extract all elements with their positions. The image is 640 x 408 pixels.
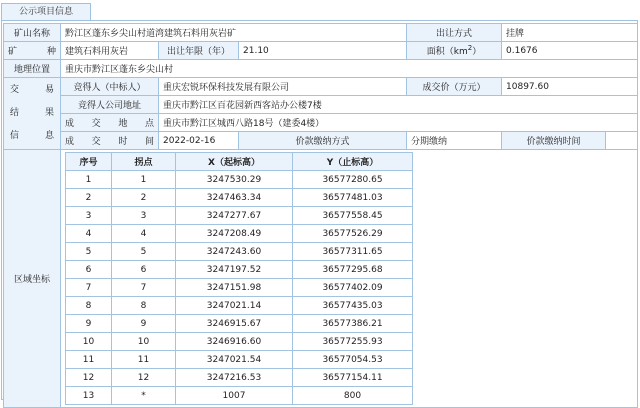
place-label-char: 地 — [118, 119, 128, 129]
coordinate-row — [66, 261, 413, 279]
payment-time-value — [606, 132, 638, 149]
coordinate-row — [66, 387, 413, 405]
seq-cell: 10 — [66, 333, 112, 351]
winner-value: 重庆宏锐环保科技发展有限公司 — [159, 78, 407, 96]
y-cell: 36577386.21 — [293, 315, 413, 333]
row-mine-name — [4, 24, 638, 42]
mineral-value: 建筑石料用灰岩 — [61, 42, 159, 60]
point-cell: 4 — [112, 225, 176, 243]
row-mineral — [4, 42, 638, 60]
time-value: 2022-02-16 — [159, 132, 239, 150]
x-cell: 1007 — [176, 387, 293, 405]
col-header-point: 拐点 — [112, 153, 176, 171]
x-cell: 3247208.49 — [176, 225, 293, 243]
place-label-char: 成 — [65, 119, 75, 129]
y-cell: 36577481.03 — [293, 189, 413, 207]
payment-time-label: 价款缴纳时间 — [502, 132, 606, 149]
point-cell: 11 — [112, 351, 176, 369]
seq-cell: 6 — [66, 261, 112, 279]
point-cell: 3 — [112, 207, 176, 225]
coordinate-row — [66, 333, 413, 351]
y-cell: 36577255.93 — [293, 333, 413, 351]
time-label-char: 成 — [65, 137, 75, 147]
x-cell: 3247216.53 — [176, 369, 293, 387]
seq-cell: 5 — [66, 243, 112, 261]
mineral-label — [4, 42, 61, 60]
place-label-char: 交 — [91, 119, 101, 129]
seq-cell: 12 — [66, 369, 112, 387]
x-cell: 3246915.67 — [176, 315, 293, 333]
coordinate-row — [66, 171, 413, 189]
coordinate-table — [65, 152, 413, 405]
y-cell: 36577558.45 — [293, 207, 413, 225]
place-label — [61, 114, 159, 132]
seq-cell: 8 — [66, 297, 112, 315]
deal-info-label — [4, 78, 61, 150]
x-cell: 3246916.60 — [176, 333, 293, 351]
mineral-label-char-2: 种 — [46, 47, 56, 57]
payment-time-cell — [502, 132, 638, 150]
winner-label: 竞得人（中标人） — [61, 78, 159, 96]
seq-cell: 11 — [66, 351, 112, 369]
time-label — [61, 132, 159, 150]
point-cell: 10 — [112, 333, 176, 351]
deal-label-char: 息 — [44, 131, 54, 142]
point-cell: * — [112, 387, 176, 405]
point-cell: 1 — [112, 171, 176, 189]
y-cell: 36577311.65 — [293, 243, 413, 261]
row-winner — [4, 78, 638, 96]
winner-address-value: 重庆市黔江区百花园新西客站办公楼7楼 — [159, 96, 638, 114]
place-value: 重庆市黔江区城西八路18号（建委4楼） — [159, 114, 638, 132]
area-label-text: 面积（km — [426, 47, 468, 57]
coordinate-row — [66, 189, 413, 207]
project-info-table — [3, 23, 638, 408]
seq-cell: 7 — [66, 279, 112, 297]
y-cell: 36577154.11 — [293, 369, 413, 387]
row-region — [4, 150, 638, 408]
area-value: 0.1676 — [502, 42, 638, 60]
x-cell: 3247530.29 — [176, 171, 293, 189]
transfer-method-value: 挂牌 — [502, 24, 638, 42]
y-cell: 36577526.29 — [293, 225, 413, 243]
area-unit-sup: 2 — [467, 44, 473, 52]
point-cell: 2 — [112, 189, 176, 207]
winner-address-label: 竞得人公司地址 — [61, 96, 159, 114]
point-cell: 6 — [112, 261, 176, 279]
mine-name-value: 黔江区蓬东乡尖山村道湾建筑石料用灰岩矿 — [61, 24, 407, 42]
point-cell: 8 — [112, 297, 176, 315]
y-cell: 36577054.53 — [293, 351, 413, 369]
x-cell: 3247463.34 — [176, 189, 293, 207]
col-header-y: Y（止标高） — [293, 153, 413, 171]
row-place — [4, 114, 638, 132]
y-cell: 36577295.68 — [293, 261, 413, 279]
col-header-x: X（起标高） — [176, 153, 293, 171]
x-cell: 3247243.60 — [176, 243, 293, 261]
y-cell: 36577402.09 — [293, 279, 413, 297]
term-label: 出让年限（年） — [159, 42, 239, 60]
deal-label-char: 结 — [10, 107, 20, 118]
place-label-char: 点 — [144, 119, 154, 129]
row-location — [4, 60, 638, 78]
x-cell: 3247021.54 — [176, 351, 293, 369]
coordinate-row — [66, 297, 413, 315]
coordinate-row — [66, 351, 413, 369]
payment-method-value: 分期缴纳 — [407, 132, 502, 150]
y-cell: 36577280.65 — [293, 171, 413, 189]
seq-cell: 3 — [66, 207, 112, 225]
y-cell: 800 — [293, 387, 413, 405]
tab-project-info[interactable]: 公示项目信息 — [1, 3, 91, 21]
coordinate-header-row — [66, 153, 413, 171]
x-cell: 3247197.52 — [176, 261, 293, 279]
coordinate-row — [66, 279, 413, 297]
deal-label-char: 交 — [10, 84, 20, 95]
row-time — [4, 132, 638, 150]
coordinate-row — [66, 369, 413, 387]
point-cell: 9 — [112, 315, 176, 333]
time-label-char: 间 — [144, 137, 154, 147]
col-header-seq: 序号 — [66, 153, 112, 171]
point-cell: 5 — [112, 243, 176, 261]
seq-cell: 9 — [66, 315, 112, 333]
mine-name-label: 矿山名称 — [4, 24, 61, 42]
x-cell: 3247151.98 — [176, 279, 293, 297]
region-cell — [61, 150, 638, 408]
deal-label-char: 易 — [44, 84, 54, 95]
seq-cell: 2 — [66, 189, 112, 207]
area-label — [407, 42, 502, 60]
term-value: 21.10 — [239, 42, 407, 60]
seq-cell: 13 — [66, 387, 112, 405]
price-label: 成交价（万元） — [407, 78, 502, 96]
payment-method-label: 价款缴纳方式 — [239, 132, 407, 150]
point-cell: 7 — [112, 279, 176, 297]
area-label-close: ） — [472, 47, 482, 57]
point-cell: 12 — [112, 369, 176, 387]
coordinate-row — [66, 207, 413, 225]
coordinate-row — [66, 243, 413, 261]
seq-cell: 4 — [66, 225, 112, 243]
time-label-char: 时 — [118, 137, 128, 147]
mineral-label-char-1: 矿 — [8, 47, 18, 57]
deal-label-char: 信 — [10, 131, 20, 142]
time-label-char: 交 — [91, 137, 101, 147]
coordinate-body — [66, 171, 413, 405]
price-value: 10897.60 — [502, 78, 638, 96]
x-cell: 3247277.67 — [176, 207, 293, 225]
location-value: 重庆市黔江区蓬东乡尖山村 — [61, 60, 638, 78]
row-winner-address — [4, 96, 638, 114]
coordinate-row — [66, 315, 413, 333]
seq-cell: 1 — [66, 171, 112, 189]
transfer-method-label: 出让方式 — [407, 24, 502, 42]
deal-label-char: 果 — [44, 107, 54, 118]
y-cell: 36577435.03 — [293, 297, 413, 315]
coordinate-row — [66, 225, 413, 243]
location-label: 地理位置 — [4, 60, 61, 78]
region-label: 区域坐标 — [4, 150, 61, 408]
x-cell: 3247021.14 — [176, 297, 293, 315]
